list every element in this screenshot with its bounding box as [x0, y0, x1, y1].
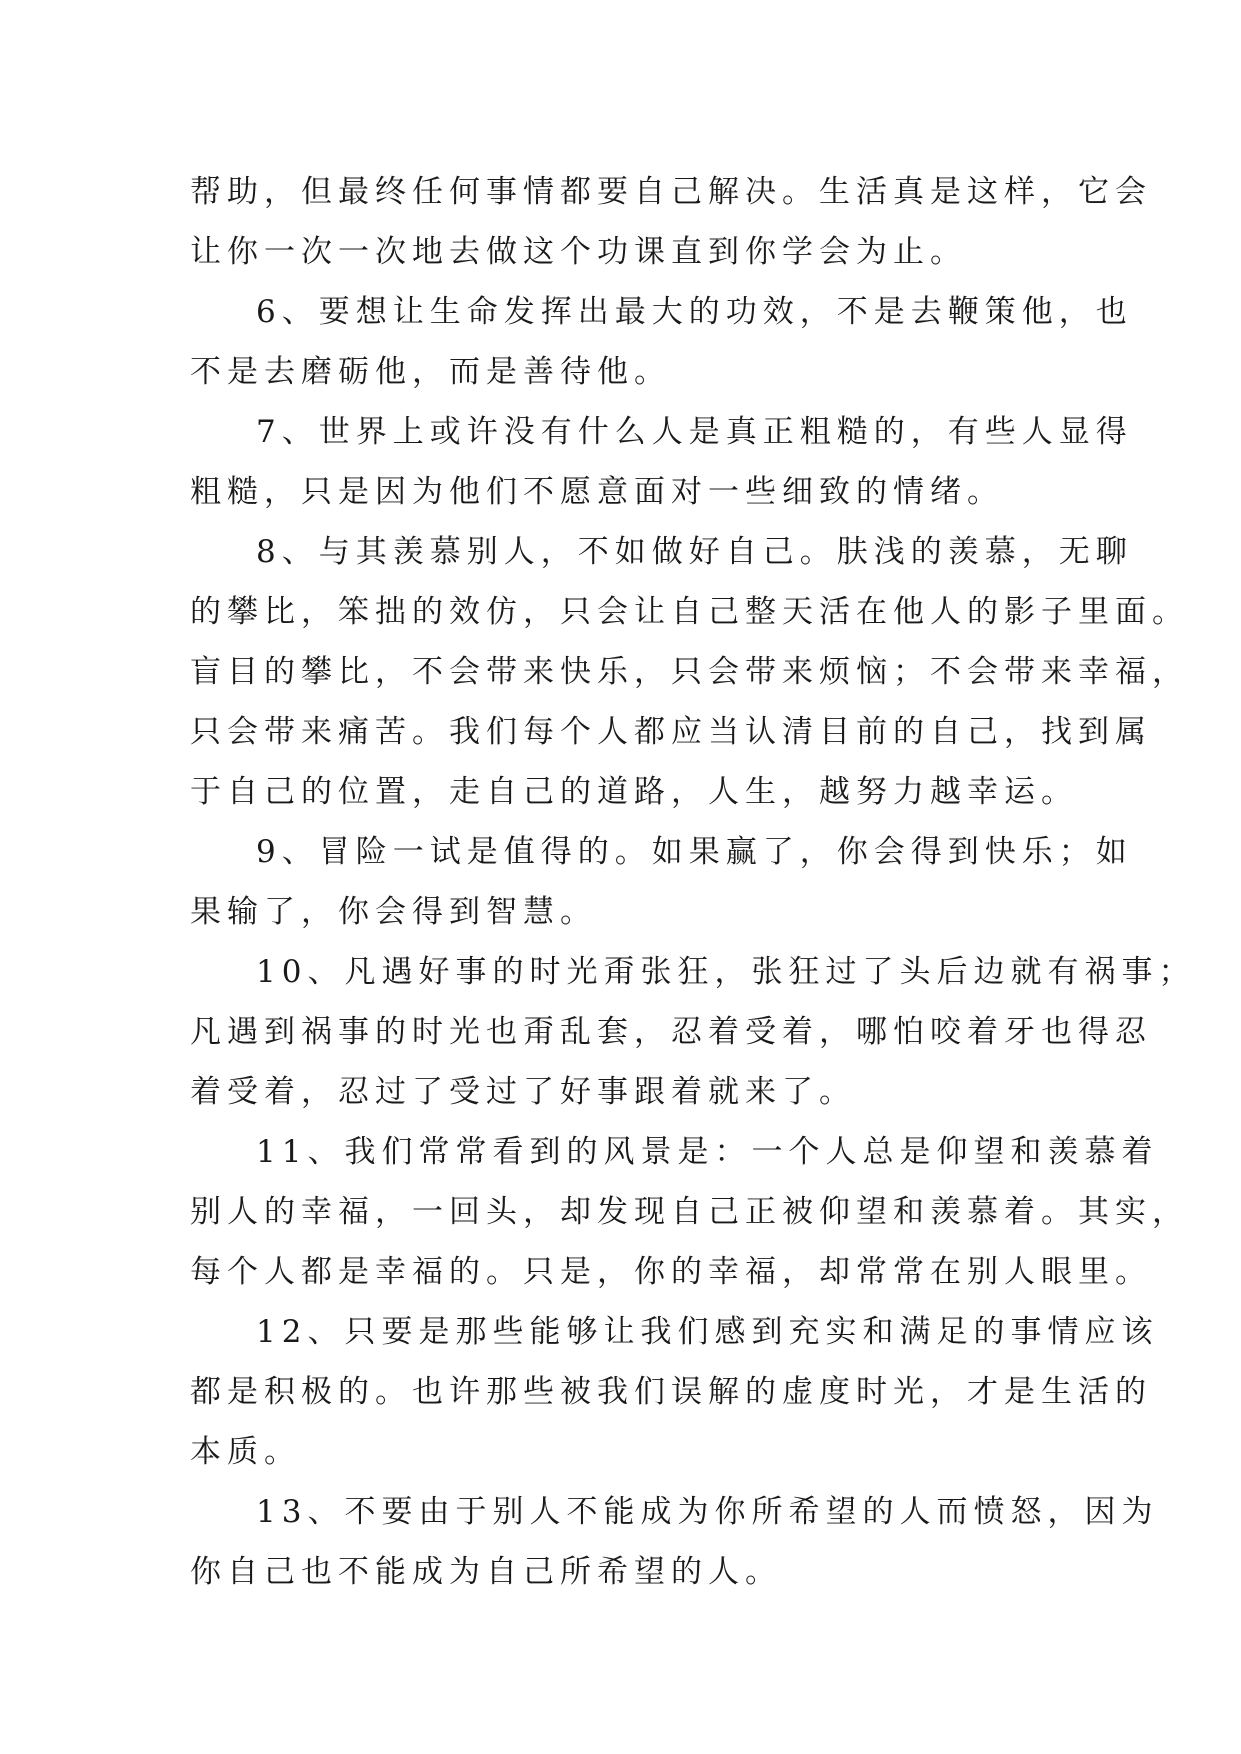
- text-line: 不是去磨砺他，而是善待他。: [190, 354, 671, 390]
- text-line: 本质。: [190, 1434, 301, 1470]
- text-line: 每个人都是幸福的。只是，你的幸福，却常常在别人眼里。: [190, 1254, 1152, 1290]
- text-line: 都是积极的。也许那些被我们误解的虚度时光，才是生活的: [190, 1374, 1152, 1410]
- text-line: 13、不要由于别人不能成为你所希望的人而愤怒，因为: [256, 1494, 1159, 1530]
- text-line: 于自己的位置，走自己的道路，人生，越努力越幸运。: [190, 774, 1078, 810]
- text-line: 你自己也不能成为自己所希望的人。: [190, 1554, 782, 1590]
- text-line: 别人的幸福，一回头，却发现自己正被仰望和羡慕着。其实，: [190, 1194, 1189, 1230]
- text-line: 只会带来痛苦。我们每个人都应当认清目前的自己，找到属: [190, 714, 1152, 750]
- text-line: 7、世界上或许没有什么人是真正粗糙的，有些人显得: [256, 414, 1133, 450]
- text-line: 11、我们常常看到的风景是：一个人总是仰望和羡慕着: [256, 1134, 1159, 1170]
- text-line: 帮助，但最终任何事情都要自己解决。生活真是这样，它会: [190, 174, 1152, 210]
- text-line: 粗糙，只是因为他们不愿意面对一些细致的情绪。: [190, 474, 1004, 510]
- text-line: 的攀比，笨拙的效仿，只会让自己整天活在他人的影子里面。: [190, 594, 1189, 630]
- text-line: 12、只要是那些能够让我们感到充实和满足的事情应该: [256, 1314, 1159, 1350]
- text-line: 凡遇到祸事的时光也甭乱套，忍着受着，哪怕咬着牙也得忍: [190, 1014, 1152, 1050]
- text-line: 盲目的攀比，不会带来快乐，只会带来烦恼；不会带来幸福，: [190, 654, 1189, 690]
- text-line: 10、凡遇好事的时光甭张狂，张狂过了头后边就有祸事；: [256, 954, 1196, 990]
- text-line: 8、与其羡慕别人，不如做好自己。肤浅的羡慕，无聊: [256, 534, 1133, 570]
- text-line: 让你一次一次地去做这个功课直到你学会为止。: [190, 234, 967, 270]
- text-line: 9、冒险一试是值得的。如果赢了，你会得到快乐；如: [256, 834, 1133, 870]
- body-text: [190, 162, 1196, 1602]
- text-line: 果输了，你会得到智慧。: [190, 894, 597, 930]
- text-line: 着受着，忍过了受过了好事跟着就来了。: [190, 1074, 856, 1110]
- text-line: 6、要想让生命发挥出最大的功效，不是去鞭策他，也: [256, 294, 1133, 330]
